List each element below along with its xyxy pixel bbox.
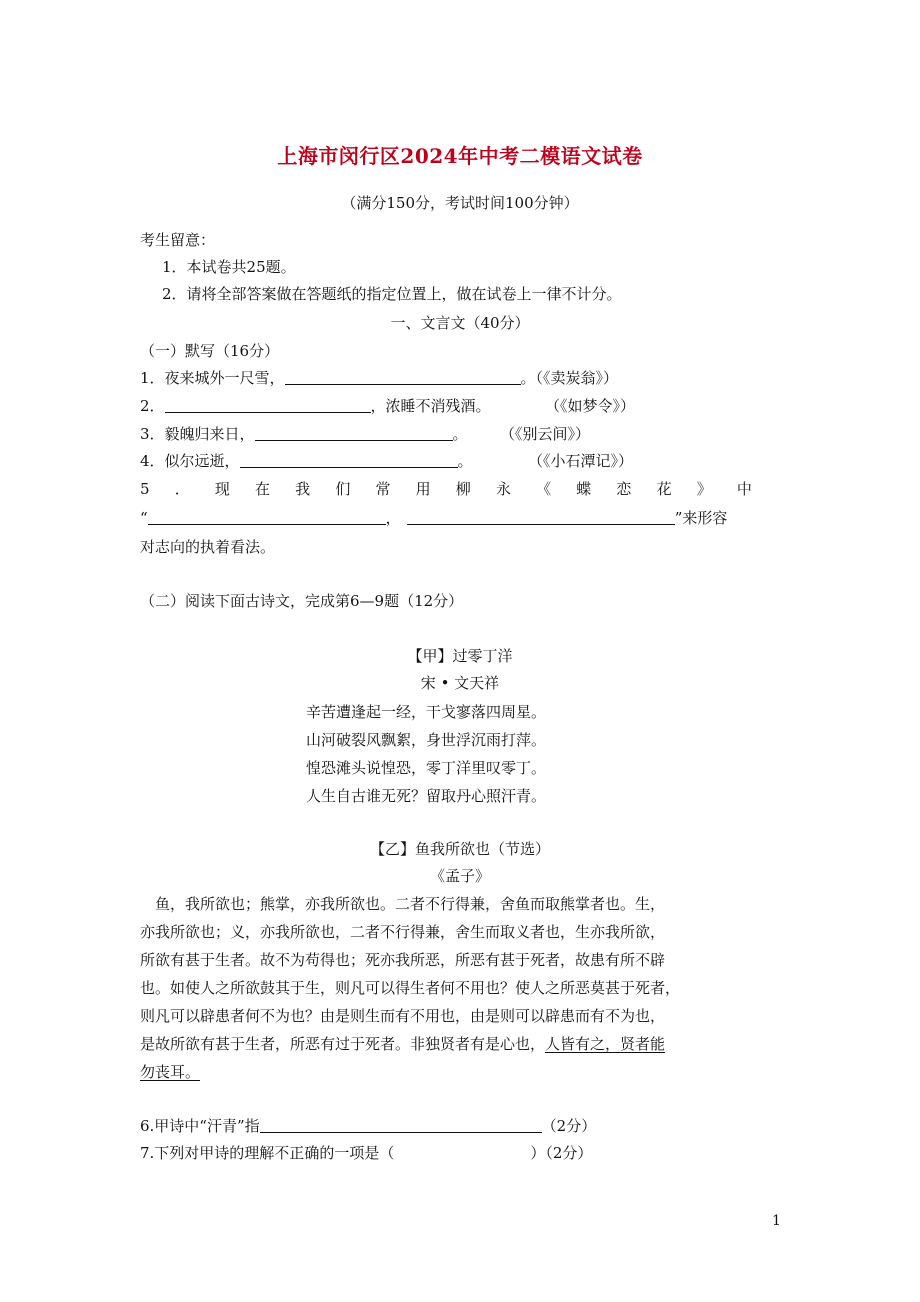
answer-blank[interactable] — [407, 509, 675, 525]
q5-char: 中 — [736, 480, 752, 498]
prose-line: 鱼，我所欲也；熊掌，亦我所欲也。二者不行得兼，舍鱼而取熊掌者也。生， — [140, 895, 666, 913]
question-score: （2分） — [541, 1117, 597, 1135]
prose-title: 【乙】鱼我所欲也（节选） — [369, 840, 550, 858]
poem-line: 山河破裂风飘絮，身世浮沉雨打萍。 — [306, 731, 547, 749]
answer-blank[interactable] — [240, 452, 458, 468]
poem-author: 宋 • 文天祥 — [420, 674, 500, 692]
question-text: 6.甲诗中“汗青”指 — [140, 1117, 260, 1135]
q5-char: 在 — [255, 480, 271, 498]
section-heading: 一、文言文（40分） — [390, 314, 530, 332]
q5-char: 蝶 — [576, 480, 592, 498]
prose-line — [140, 1062, 752, 1082]
q5-char: 现 — [214, 480, 230, 498]
prose-line: 亦我所欲也；义，亦我所欲也，二者不行得兼，舍生而取义者也，生亦我所欲， — [140, 923, 666, 941]
notice-item: 2．请将全部答案做在答题纸的指定位置上，做在试卷上一律不计分。 — [162, 285, 622, 303]
question-text: 。 — [457, 452, 473, 470]
answer-blank[interactable] — [148, 509, 386, 525]
q5-char: 《 — [536, 480, 552, 498]
question-text: 4．似尔远逝， — [140, 452, 240, 470]
q5-char: 永 — [495, 480, 511, 498]
question-text: 2． — [140, 397, 165, 415]
q5-char: 5 — [140, 480, 150, 498]
page-title: 上海市闵行区2024年中考二模语文试卷 — [277, 144, 643, 168]
page-number: 1 — [772, 1213, 781, 1229]
q5-char: ． — [174, 480, 190, 498]
exam-subtitle: （满分150分，考试时间100分钟） — [341, 194, 579, 212]
quote-open: “ — [140, 509, 148, 527]
answer-blank[interactable] — [165, 397, 371, 413]
question-2 — [140, 396, 491, 416]
answer-blank[interactable] — [255, 425, 453, 441]
prose-line — [140, 1034, 752, 1054]
answer-blank[interactable] — [260, 1117, 542, 1133]
prose-author: 《孟子》 — [429, 867, 490, 885]
question-6 — [140, 1116, 596, 1136]
part-heading: （二）阅读下面古诗文，完成第6—9题（12分） — [140, 592, 464, 610]
q5-char: 常 — [375, 480, 391, 498]
question-7 — [140, 1143, 592, 1163]
q5-char: 》 — [696, 480, 712, 498]
prose-text: 是故所欲有甚于生者，所恶有过于死者。非独贤者有是心也， — [140, 1035, 546, 1053]
question-4 — [140, 451, 473, 471]
question-source: 。（《卖炭翁》） — [520, 369, 619, 387]
part-heading: （一）默写（16分） — [140, 342, 280, 360]
q5-char: 恋 — [616, 480, 632, 498]
question-text: ”来形容 — [674, 509, 728, 527]
poem-line: 人生自古谁无死？留取丹心照汗青。 — [306, 787, 547, 805]
question-text: 1．夜来城外一尺雪， — [140, 369, 285, 387]
question-score: ）（2分） — [530, 1144, 593, 1162]
poem-title: 【甲】过零丁洋 — [407, 647, 513, 665]
question-5-line2 — [140, 508, 727, 528]
question-text: 7.下列对甲诗的理解不正确的一项是（ — [140, 1144, 395, 1162]
q5-char: 们 — [335, 480, 351, 498]
prose-line: 也。如使人之所欲鼓其于生，则凡可以得生者何不用也？使人之所恶莫甚于死者， — [140, 979, 681, 997]
question-text: 3．毅魄归来日， — [140, 425, 255, 443]
answer-blank[interactable] — [285, 369, 521, 385]
question-source: （《小石潭记》） — [528, 452, 634, 470]
q5-char: 我 — [295, 480, 311, 498]
q5-char: 用 — [415, 480, 431, 498]
question-text: ，浓睡不消残酒。 — [370, 397, 491, 415]
notice-heading: 考生留意： — [140, 231, 216, 249]
prose-line: 则凡可以辟患者何不为也？由是则生而有不用也，由是则可以辟患而有不为也， — [140, 1007, 666, 1025]
question-5-line3: 对志向的执着看法。 — [140, 538, 276, 556]
q5-char: 花 — [656, 480, 672, 498]
prose-underlined-text: 人皆有之，贤者能 — [545, 1035, 666, 1053]
comma: ， — [385, 509, 401, 527]
question-3 — [140, 424, 468, 444]
question-source: （《如梦令》） — [545, 397, 636, 415]
prose-underlined-text: 勿丧耳。 — [140, 1063, 201, 1081]
question-1 — [140, 368, 618, 388]
poem-line: 辛苦遭逢起一经，干戈寥落四周星。 — [306, 703, 547, 721]
poem-line: 惶恐滩头说惶恐，零丁洋里叹零丁。 — [306, 759, 547, 777]
question-5-line1 — [140, 479, 752, 499]
question-text: 。 — [452, 425, 468, 443]
notice-item: 1．本试卷共25题。 — [162, 258, 296, 276]
question-source: （《别云间》） — [500, 425, 591, 443]
q5-char: 柳 — [455, 480, 471, 498]
prose-line: 所欲有甚于生者。故不为苟得也；死亦我所恶，所恶有甚于死者，故患有所不辟 — [140, 951, 666, 969]
